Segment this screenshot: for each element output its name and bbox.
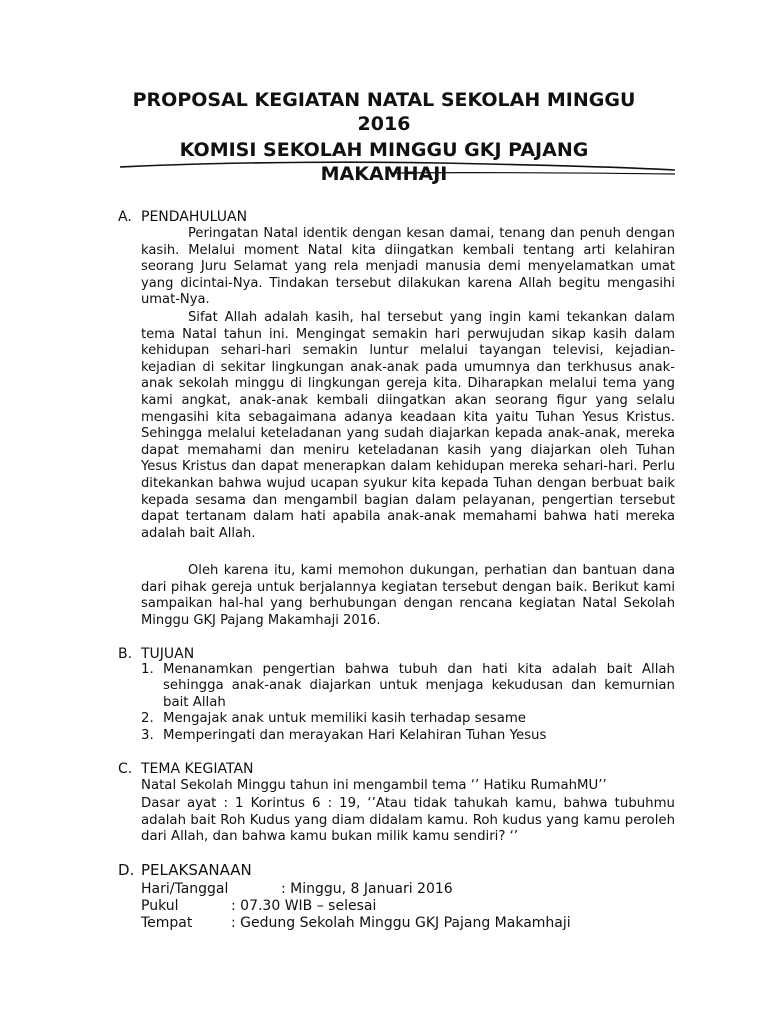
intro-paragraph-2: Sifat Allah adalah kasih, hal tersebut yang ingin kami tekankan dalam tema Natal tahun ini. Mengingat semakin hari perwujudan sikap kasih dalam kehidupan sehari-hari semakin luntur melalui tayangan televisi, kejadian-kejadian di sekitar lingkungan anak-anak pada umumnya dan terkhusus anak-anak sekolah minggu di lingkungan gereja kita. Diharapkan melalui tema yang kami angkat, anak-anak kembali diingatkan akan seorang figur yang selalu mengasihi kita sebagaimana adanya keadaan kita yaitu Tuhan Yesus Kristus. Sehingga melalui keteladanan yang sudah diajarkan kepada anak-anak, mereka dapat memahami dan meniru keteladanan kasih yang diajarkan oleh Tuhan Yesus Kristus dan dapat menerapkan dalam kehidupan mereka sehari-hari. Perlu ditekankan bahwa wujud ucapan syukur kita kepada Tuhan dengan berbuat baik kepada sesama dan mengambil bagian dalam pelayanan, pengertian tersebut dapat tertanam dalam hati apabila anak-anak memahami bahwa hati mereka adalah bait Allah.: [141, 310, 675, 541]
schedule-value: : 07.30 WIB – selesai: [231, 898, 377, 914]
intro-paragraph-3: Oleh karena itu, kami memohon dukungan, perhatian dan bantuan dana dari pihak gereja untuk berjalannya kegiatan tersebut dengan baik. Berikut kami sampaikan hal-hal yang berhubungan dengan rencana kegiatan Natal Sekolah Minggu GKJ Pajang Makamhaji 2016.: [141, 563, 675, 628]
list-item: [141, 728, 675, 744]
title-line-4: MAKAMHAJI: [320, 163, 448, 185]
title-line-3: KOMISI SEKOLAH MINGGU GKJ PAJANG: [179, 139, 589, 161]
list-item-number: 2.: [141, 711, 154, 727]
theme-statement: Natal Sekolah Minggu tahun ini mengambil tema ‘’ Hatiku RumahMU’’: [141, 778, 607, 793]
list-item-number: 3.: [141, 727, 154, 743]
section-d-letter: D.: [118, 861, 135, 879]
section-d-name: PELAKSANAAN: [141, 861, 252, 879]
list-item-text: Memperingati dan merayakan Hari Kelahiran Tuhan Yesus: [163, 727, 547, 743]
section-c-name: TEMA KEGIATAN: [141, 761, 254, 777]
section-c-letter: C.: [118, 761, 133, 777]
section-b-letter: B.: [118, 646, 133, 662]
section-a-name: PENDAHULUAN: [141, 209, 248, 225]
intro-paragraph-1: Peringatan Natal identik dengan kesan damai, tenang dan penuh dengan kasih. Melalui moment Natal kita diingatkan kembali tentang arti kelahiran seorang Juru Selamat yang rela menjadi manusia demi menyelamatkan umat yang dicintai-Nya. Tindakan tersebut dilakukan karena Allah begitu mengasihi umat-Nya.: [141, 226, 675, 308]
list-item: [141, 662, 675, 711]
theme-scripture: Dasar ayat : 1 Korintus 6 : 19, ‘’Atau tidak tahukah kamu, bahwa tubuhmu adalah bait Roh Kudus yang diam didalam kamu. Roh kudus yang kamu peroleh dari Allah, dan bahwa kamu bukan milik kamu sendiri? ‘’: [141, 796, 675, 844]
schedule-label: Hari/Tanggal: [141, 881, 229, 897]
list-item-number: 1.: [141, 662, 154, 677]
schedule-value: : Gedung Sekolah Minggu GKJ Pajang Makamhaji: [231, 915, 571, 931]
title-line-2: 2016: [357, 113, 411, 135]
list-item-text: Menanamkan pengertian bahwa tubuh dan hati kita adalah bait Allah sehingga anak-anak diajarkan untuk menjaga kekudusan dan kemurnian bait Allah: [163, 662, 675, 710]
list-item: [141, 711, 675, 727]
schedule-value: : Minggu, 8 Januari 2016: [281, 881, 453, 897]
title-line-1: PROPOSAL KEGIATAN NATAL SEKOLAH MINGGU: [132, 89, 636, 111]
schedule-label: Pukul: [141, 898, 179, 914]
section-a-letter: A.: [118, 209, 132, 225]
list-item-text: Mengajak anak untuk memiliki kasih terhadap sesame: [163, 711, 526, 727]
schedule-label: Tempat: [141, 915, 193, 931]
section-b-name: TUJUAN: [141, 646, 195, 662]
objectives-list: [141, 662, 675, 744]
